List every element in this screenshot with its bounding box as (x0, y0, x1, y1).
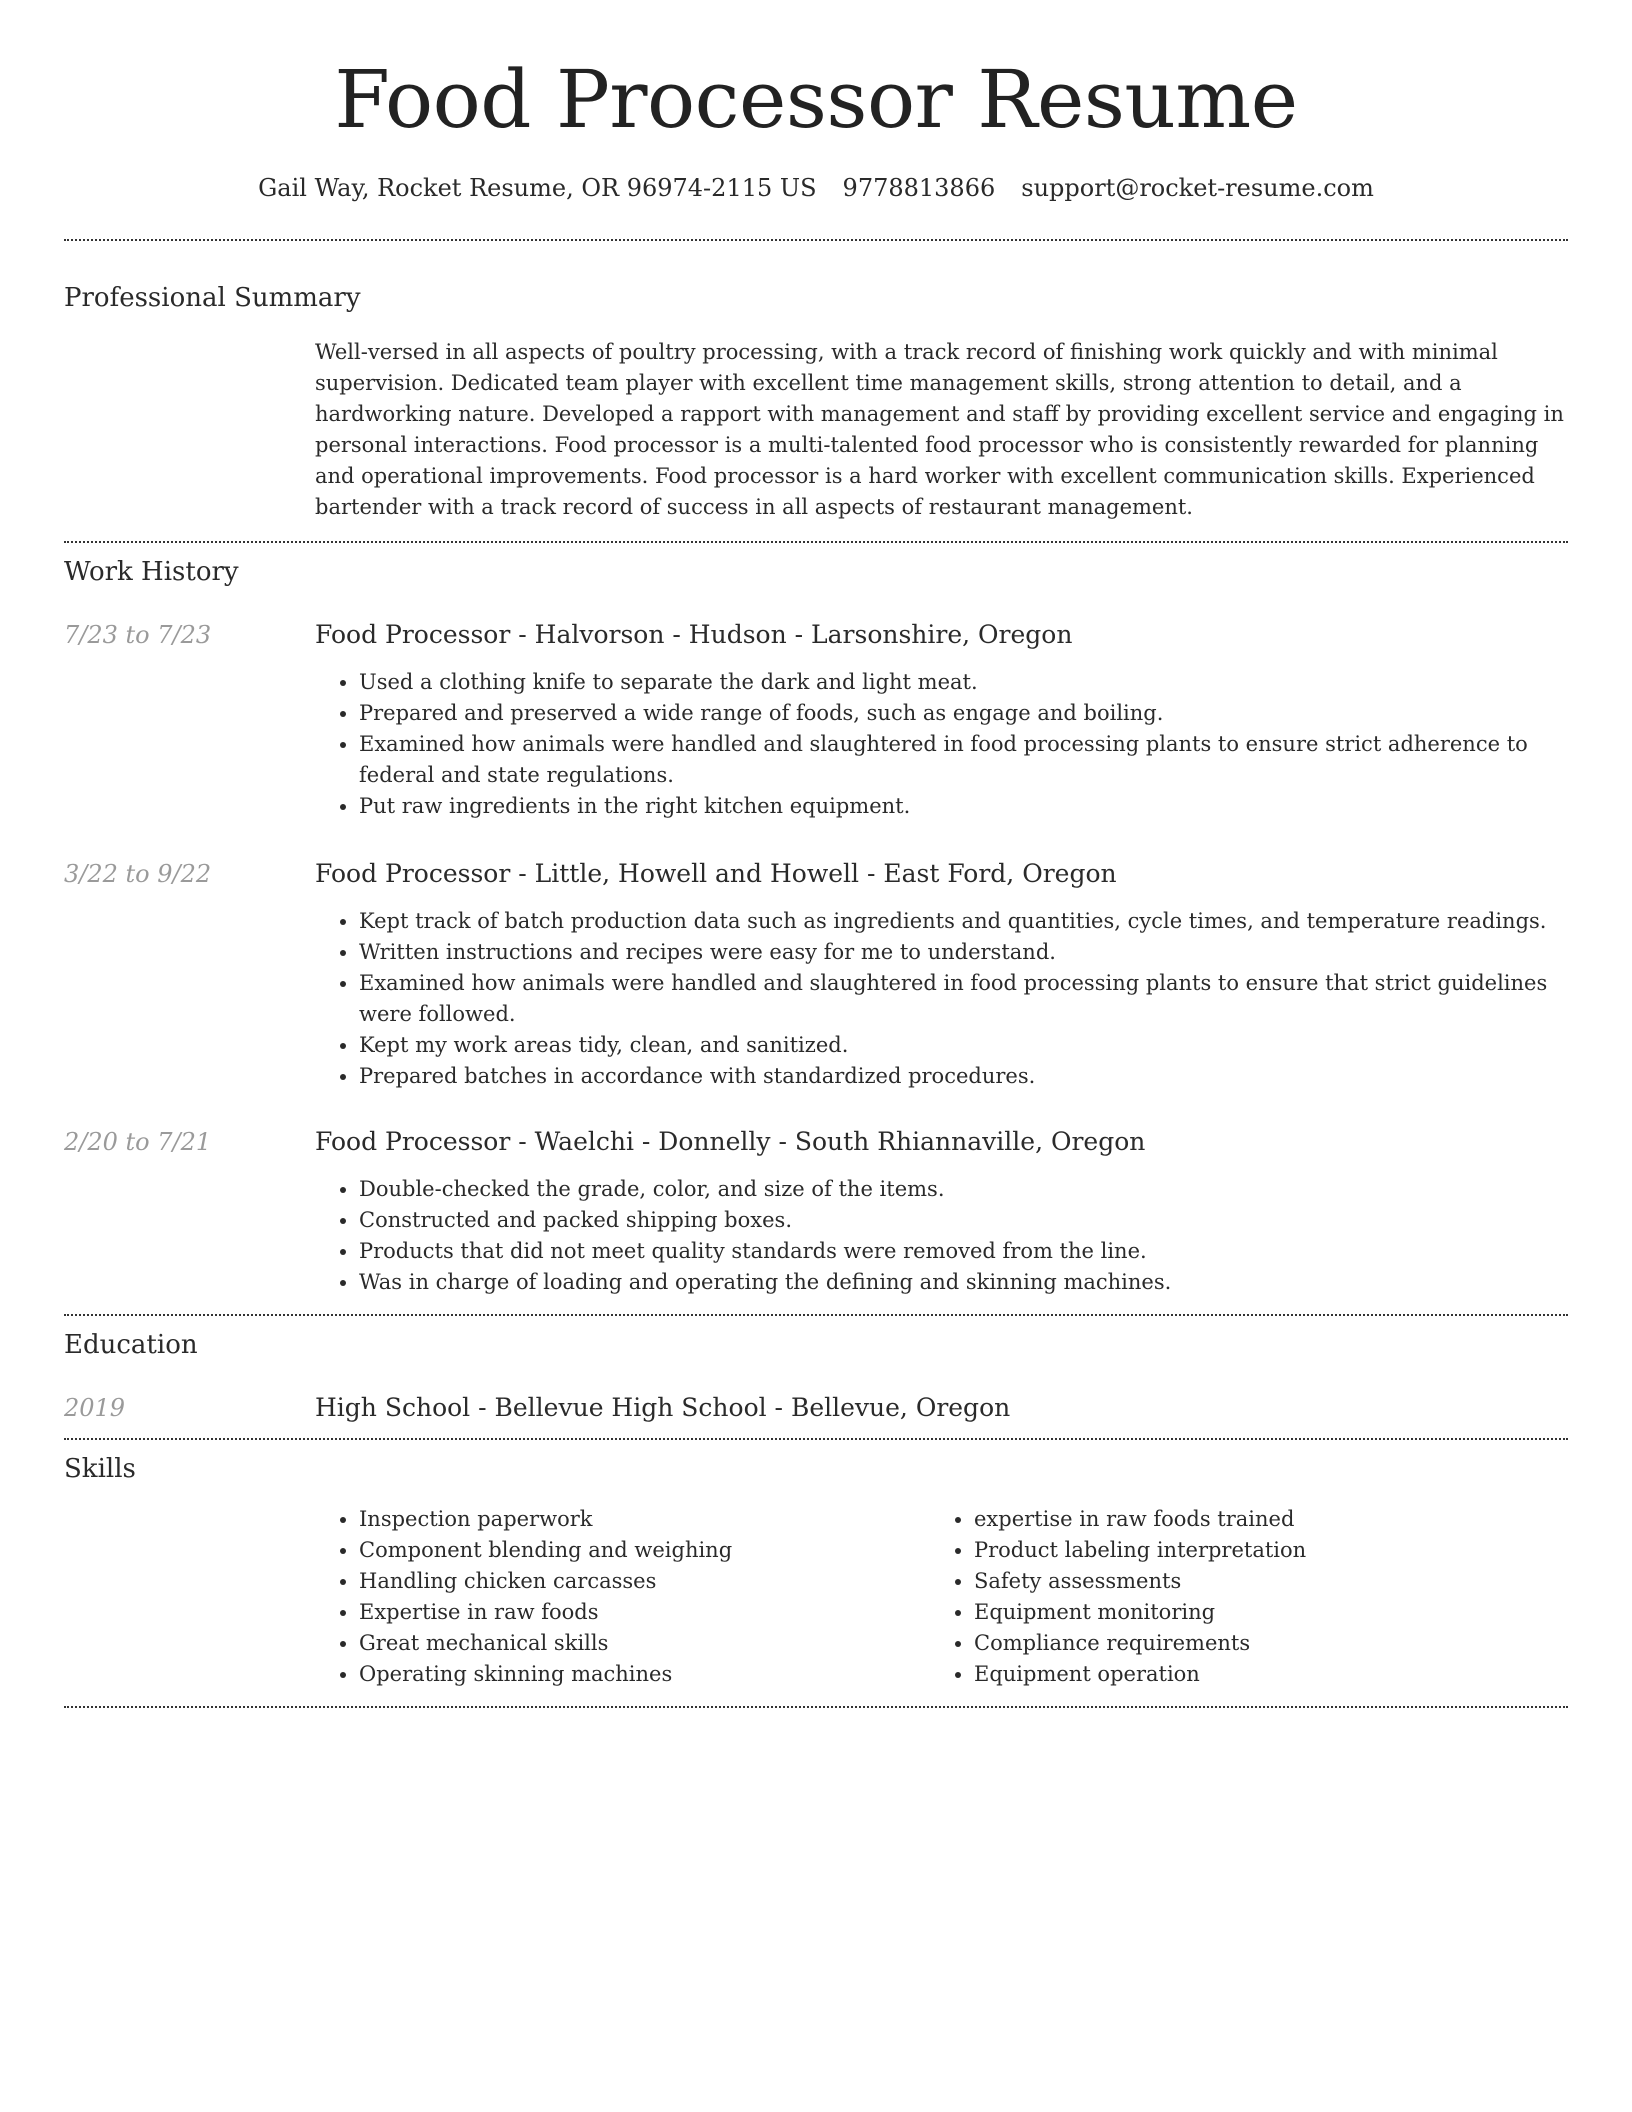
list-item: • Expertise in raw foods (359, 1597, 930, 1628)
list-item: • Great mechanical skills (359, 1628, 930, 1659)
section-divider (64, 1706, 1568, 1708)
job-entry (64, 858, 1568, 1092)
list-item: • Products that did not meet quality standards were removed from the line. (359, 1236, 1554, 1267)
job-entry (64, 619, 1568, 822)
education-title: High School - Bellevue High School - Bellevue, Oregon (315, 1393, 1011, 1422)
contact-phone: 9778813866 (842, 174, 996, 202)
job-dates: 2/20 to 7/21 (64, 1128, 212, 1156)
list-item: • Handling chicken carcasses (359, 1566, 930, 1597)
skills-list (315, 1504, 1568, 1690)
list-item: • Operating skinning machines (359, 1659, 930, 1690)
section-divider (64, 541, 1568, 543)
list-item: • Prepared and preserved a wide range of foods, such as engage and boiling. (359, 698, 1554, 729)
job-bullets (315, 906, 1554, 1092)
list-item: • Safety assessments (974, 1566, 1544, 1597)
work-history-heading: Work History (64, 557, 239, 587)
list-item: • Examined how animals were handled and slaughtered in food processing plants to ensure that strict guidelines were followed. (359, 968, 1554, 1030)
skills-column-right (930, 1504, 1544, 1690)
job-dates: 7/23 to 7/23 (64, 621, 212, 649)
education-year: 2019 (64, 1394, 126, 1422)
list-item: • Double-checked the grade, color, and size of the items. (359, 1174, 1554, 1205)
resume-page (64, 0, 1568, 1708)
contact-line (64, 172, 1568, 204)
section-divider (64, 1314, 1568, 1316)
contact-email: support@rocket-resume.com (1021, 174, 1374, 202)
list-item: • Kept my work areas tidy, clean, and sanitized. (359, 1030, 1554, 1061)
list-item: • Put raw ingredients in the right kitchen equipment. (359, 791, 1554, 822)
page-title: Food Processor Resume (334, 53, 1298, 146)
job-title: Food Processor - Halvorson - Hudson - Larsonshire, Oregon (315, 620, 1073, 649)
list-item: • Inspection paperwork (359, 1504, 930, 1535)
skills-heading: Skills (64, 1454, 136, 1484)
list-item: • Compliance requirements (974, 1628, 1544, 1659)
summary-heading: Professional Summary (64, 283, 361, 313)
job-entry (64, 1126, 1568, 1298)
list-item: • Equipment monitoring (974, 1597, 1544, 1628)
list-item: • Component blending and weighing (359, 1535, 930, 1566)
section-divider (64, 1438, 1568, 1440)
education-entry (64, 1392, 1568, 1424)
list-item: • Constructed and packed shipping boxes. (359, 1205, 1554, 1236)
education-heading: Education (64, 1330, 198, 1360)
list-item: • Prepared batches in accordance with standardized procedures. (359, 1061, 1554, 1092)
list-item: • expertise in raw foods trained (974, 1504, 1544, 1535)
job-title: Food Processor - Waelchi - Donnelly - South Rhiannaville, Oregon (315, 1127, 1146, 1156)
summary-text: Well-versed in all aspects of poultry processing, with a track record of finishing work quickly and with minimal supervision. Dedicated team player with excellent time management skills, strong attention to detail, and a hardworking nature. Developed a rapport with management and staff by providing excellent service and engaging in personal interactions. Food processor is a multi-talented food processor who is consistently rewarded for planning and operational improvements. Food processor is a hard worker with excellent communication skills. Experienced bartender with a track record of success in all aspects of restaurant management. (315, 340, 1564, 519)
list-item: • Used a clothing knife to separate the dark and light meat. (359, 667, 1554, 698)
job-bullets (315, 667, 1554, 822)
list-item: • Was in charge of loading and operating the defining and skinning machines. (359, 1267, 1554, 1298)
list-item: • Kept track of batch production data such as ingredients and quantities, cycle times, and temperature readings. (359, 906, 1554, 937)
skills-column-left (315, 1504, 930, 1690)
section-divider (64, 239, 1568, 241)
job-title: Food Processor - Little, Howell and Howell - East Ford, Oregon (315, 859, 1117, 888)
job-bullets (315, 1174, 1554, 1298)
contact-address: Gail Way, Rocket Resume, OR 96974-2115 US (258, 174, 817, 202)
job-dates: 3/22 to 9/22 (64, 860, 212, 888)
list-item: • Product labeling interpretation (974, 1535, 1544, 1566)
list-item: • Written instructions and recipes were easy for me to understand. (359, 937, 1554, 968)
list-item: • Examined how animals were handled and slaughtered in food processing plants to ensure strict adherence to federal and state regulations. (359, 729, 1554, 791)
list-item: • Equipment operation (974, 1659, 1544, 1690)
